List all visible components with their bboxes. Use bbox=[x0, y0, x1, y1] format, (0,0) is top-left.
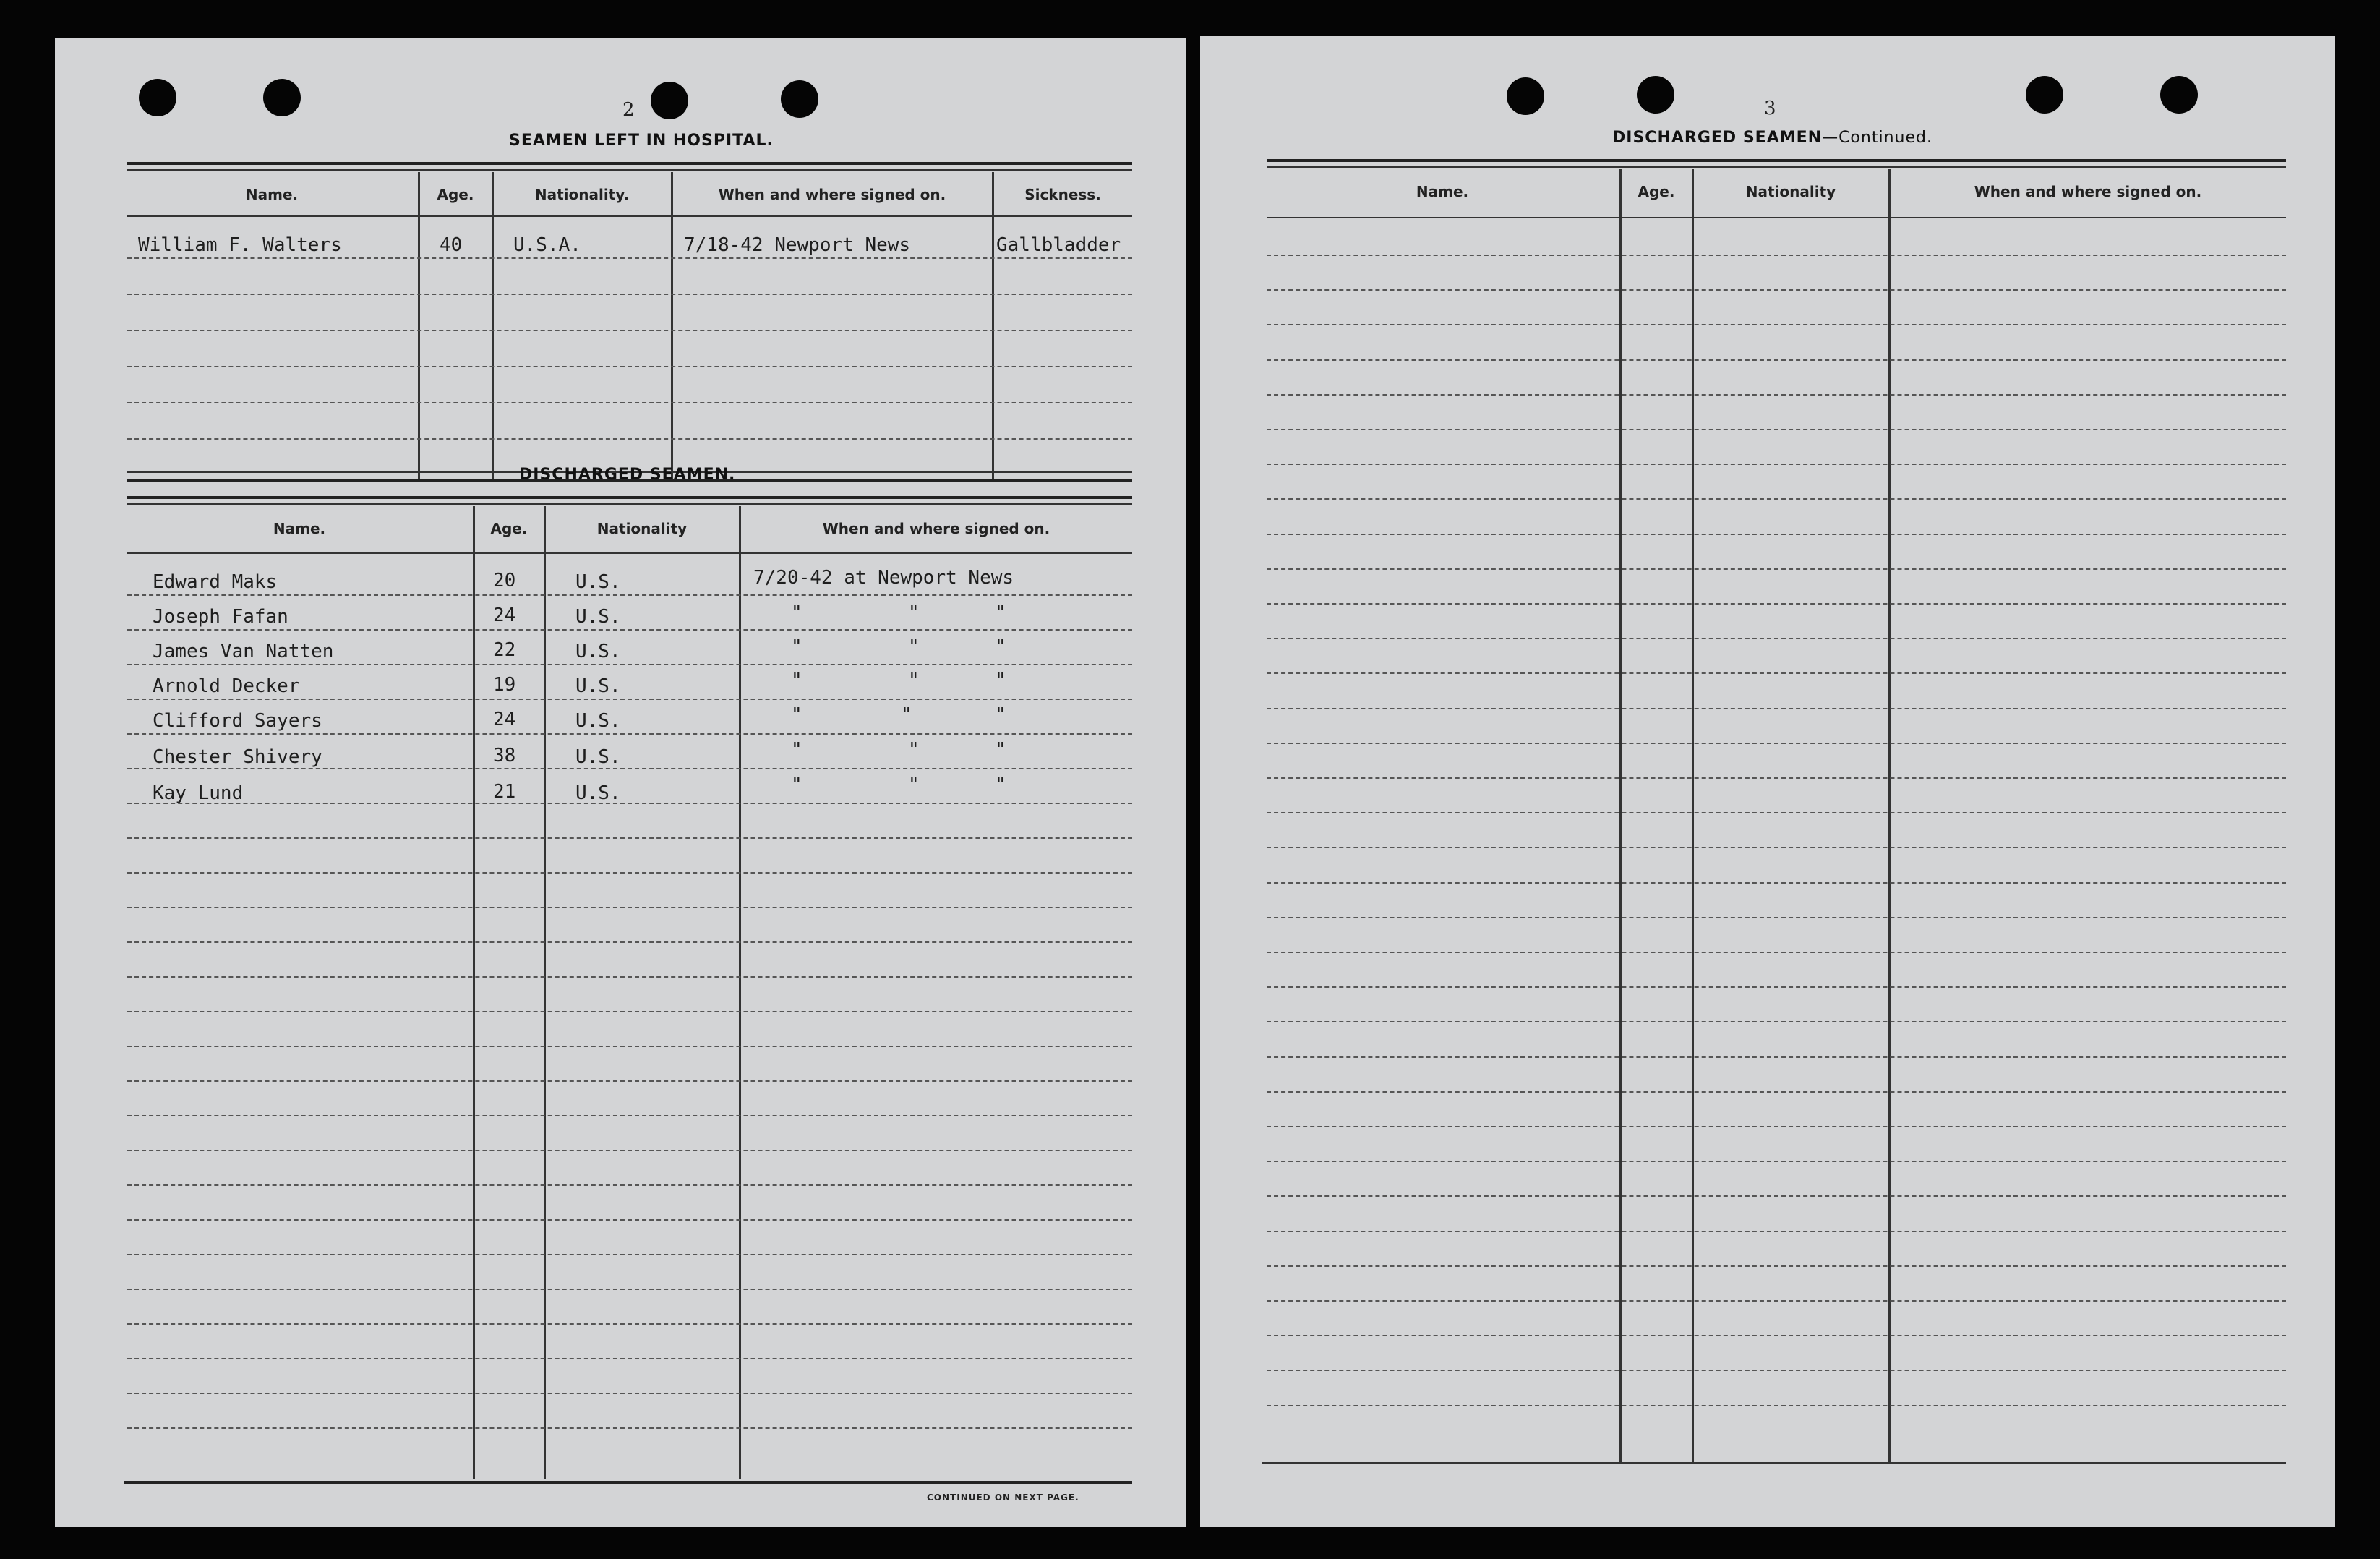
ditto-mark: " bbox=[908, 602, 920, 623]
binder-hole bbox=[781, 80, 818, 118]
ruled-line bbox=[1267, 1300, 2286, 1302]
ditto-mark: " bbox=[995, 704, 1006, 726]
hospital-col-age: Age. bbox=[437, 186, 474, 203]
discharged-name-cell: Joseph Fafan bbox=[153, 606, 288, 628]
discharged-col-nationality: Nationality bbox=[596, 520, 688, 537]
ruled-line bbox=[127, 699, 1132, 700]
ruled-line bbox=[1267, 638, 2286, 639]
discharged-nationality-cell: U.S. bbox=[575, 782, 621, 804]
hospital-col-signed-on: When and where signed on. bbox=[718, 186, 946, 203]
discharged-name-cell: Edward Maks bbox=[153, 571, 278, 593]
ruled-line bbox=[1267, 289, 2286, 291]
ruled-line bbox=[1267, 882, 2286, 884]
ditto-mark: " bbox=[995, 636, 1006, 658]
discharged-section-title: DISCHARGED SEAMEN. bbox=[519, 466, 736, 484]
ruled-line bbox=[1267, 812, 2286, 813]
ruled-line bbox=[127, 733, 1132, 735]
title-text: DISCHARGED SEAMEN bbox=[1612, 129, 1823, 147]
ditto-mark: " bbox=[908, 739, 920, 761]
ditto-mark: " bbox=[791, 739, 802, 761]
ruled-line bbox=[127, 907, 1132, 908]
ruled-line bbox=[127, 941, 1132, 943]
ruled-line bbox=[1267, 1195, 2286, 1197]
ruled-line bbox=[127, 872, 1132, 874]
discharged-nationality-cell: U.S. bbox=[575, 746, 621, 768]
ruled-line bbox=[1267, 359, 2286, 361]
ditto-mark: " bbox=[791, 636, 802, 658]
discharged-continued-col-age: Age. bbox=[1638, 183, 1675, 200]
ruled-line bbox=[127, 1219, 1132, 1221]
discharged-name-cell: Chester Shivery bbox=[153, 746, 322, 768]
ditto-mark: " bbox=[901, 704, 912, 726]
discharged-name-cell: Arnold Decker bbox=[153, 675, 300, 697]
ruled-line bbox=[1267, 1335, 2286, 1336]
discharged-continued-col-signed-on: When and where signed on. bbox=[1974, 183, 2202, 200]
ruled-line bbox=[127, 1150, 1132, 1151]
discharged-age-cell: 20 bbox=[493, 570, 516, 591]
discharged-nationality-cell: U.S. bbox=[575, 606, 621, 628]
binder-hole bbox=[1637, 76, 1674, 114]
ruled-line bbox=[1267, 255, 2286, 256]
binder-hole bbox=[1507, 77, 1544, 115]
ruled-line bbox=[127, 1323, 1132, 1325]
discharged-age-cell: 24 bbox=[493, 709, 516, 730]
hospital-nationality-cell: U.S.A. bbox=[513, 234, 581, 256]
discharged-name-cell: Kay Lund bbox=[153, 782, 244, 804]
discharged-continued-col-nationality: Nationality bbox=[1745, 183, 1836, 200]
ditto-mark: " bbox=[995, 774, 1006, 795]
ditto-mark: " bbox=[995, 602, 1006, 623]
ruled-line bbox=[1267, 672, 2286, 674]
ruled-line bbox=[127, 1046, 1132, 1047]
ruled-line bbox=[127, 1393, 1132, 1394]
binder-hole bbox=[139, 79, 176, 116]
ditto-mark: " bbox=[908, 774, 920, 795]
ruled-line bbox=[127, 803, 1132, 804]
discharged-name-cell: James Van Natten bbox=[153, 641, 334, 662]
hospital-col-name: Name. bbox=[245, 186, 299, 203]
binder-hole bbox=[263, 79, 301, 116]
discharged-age-cell: 22 bbox=[493, 639, 516, 661]
ruled-line bbox=[1267, 429, 2286, 430]
hospital-col-nationality: Nationality. bbox=[534, 186, 630, 203]
ruled-line bbox=[127, 837, 1132, 839]
discharged-age-cell: 21 bbox=[493, 781, 516, 803]
hospital-section-title: SEAMEN LEFT IN HOSPITAL. bbox=[509, 132, 774, 150]
discharged-nationality-cell: U.S. bbox=[575, 710, 621, 732]
page-number: 2 bbox=[622, 99, 635, 121]
ruled-line bbox=[127, 1289, 1132, 1290]
ruled-line bbox=[127, 976, 1132, 978]
discharged-name-cell: Clifford Sayers bbox=[153, 710, 322, 732]
ruled-line bbox=[127, 664, 1132, 665]
binder-hole bbox=[2160, 76, 2198, 114]
ruled-line bbox=[1267, 917, 2286, 918]
discharged-col-signed-on: When and where signed on. bbox=[822, 520, 1050, 537]
ruled-line bbox=[127, 594, 1132, 596]
discharged-nationality-cell: U.S. bbox=[575, 641, 621, 662]
hospital-name-cell: William F. Walters bbox=[138, 234, 342, 256]
ruled-line bbox=[1267, 1265, 2286, 1267]
ruled-line bbox=[1267, 952, 2286, 953]
ruled-line bbox=[1267, 708, 2286, 709]
discharged-signed-on-cell: 7/20-42 at Newport News bbox=[753, 567, 1014, 589]
discharged-continued-col-name: Name. bbox=[1416, 183, 1469, 200]
ruled-line bbox=[1267, 777, 2286, 779]
left-page bbox=[55, 38, 1186, 1527]
discharged-continued-title bbox=[1612, 129, 1932, 147]
ruled-line bbox=[1267, 1056, 2286, 1058]
ruled-line bbox=[1267, 603, 2286, 605]
ditto-mark: " bbox=[995, 670, 1006, 691]
ruled-line bbox=[1267, 568, 2286, 570]
ruled-line bbox=[127, 1358, 1132, 1359]
ruled-line bbox=[1267, 1021, 2286, 1022]
ditto-mark: " bbox=[791, 704, 802, 726]
continued-footer: CONTINUED ON NEXT PAGE. bbox=[927, 1492, 1079, 1503]
ditto-mark: " bbox=[791, 602, 802, 623]
ruled-line bbox=[1267, 1370, 2286, 1371]
ruled-line bbox=[127, 1427, 1132, 1429]
discharged-col-age: Age. bbox=[490, 520, 528, 537]
ruled-line bbox=[1267, 1126, 2286, 1127]
ruled-line bbox=[127, 1080, 1132, 1082]
discharged-age-cell: 24 bbox=[493, 605, 516, 626]
ruled-line bbox=[127, 1254, 1132, 1255]
ruled-line bbox=[1267, 743, 2286, 744]
discharged-age-cell: 19 bbox=[493, 674, 516, 696]
ditto-mark: " bbox=[908, 636, 920, 658]
ruled-line bbox=[1267, 1231, 2286, 1232]
ruled-line bbox=[127, 768, 1132, 769]
ruled-line bbox=[1267, 1161, 2286, 1162]
ruled-line bbox=[1267, 394, 2286, 396]
ruled-line bbox=[127, 629, 1132, 631]
ditto-mark: " bbox=[995, 739, 1006, 761]
hospital-signed-on-cell: 7/18-42 Newport News bbox=[684, 234, 911, 256]
ruled-line bbox=[127, 1115, 1132, 1116]
ruled-line bbox=[1267, 464, 2286, 465]
hospital-age-cell: 40 bbox=[440, 234, 463, 256]
discharged-nationality-cell: U.S. bbox=[575, 675, 621, 697]
discharged-nationality-cell: U.S. bbox=[575, 571, 621, 593]
ditto-mark: " bbox=[791, 774, 802, 795]
discharged-age-cell: 38 bbox=[493, 745, 516, 766]
binder-hole bbox=[651, 82, 688, 119]
ditto-mark: " bbox=[791, 670, 802, 691]
right-page bbox=[1200, 36, 2335, 1527]
title-suffix: —Continued. bbox=[1822, 129, 1932, 147]
ruled-line bbox=[1267, 534, 2286, 535]
hospital-col-sickness: Sickness. bbox=[1024, 186, 1101, 203]
ruled-line bbox=[1267, 1091, 2286, 1093]
ruled-line bbox=[1267, 1405, 2286, 1406]
ruled-line bbox=[127, 1011, 1132, 1012]
binder-hole bbox=[2026, 76, 2063, 114]
ruled-line bbox=[1267, 324, 2286, 325]
discharged-col-name: Name. bbox=[273, 520, 326, 537]
page-number: 3 bbox=[1764, 98, 1776, 119]
hospital-sickness-cell: Gallbladder bbox=[996, 234, 1121, 256]
ruled-line bbox=[127, 1184, 1132, 1186]
ruled-line bbox=[1267, 498, 2286, 500]
ruled-line bbox=[1267, 986, 2286, 988]
ditto-mark: " bbox=[908, 670, 920, 691]
ruled-line bbox=[1267, 847, 2286, 848]
